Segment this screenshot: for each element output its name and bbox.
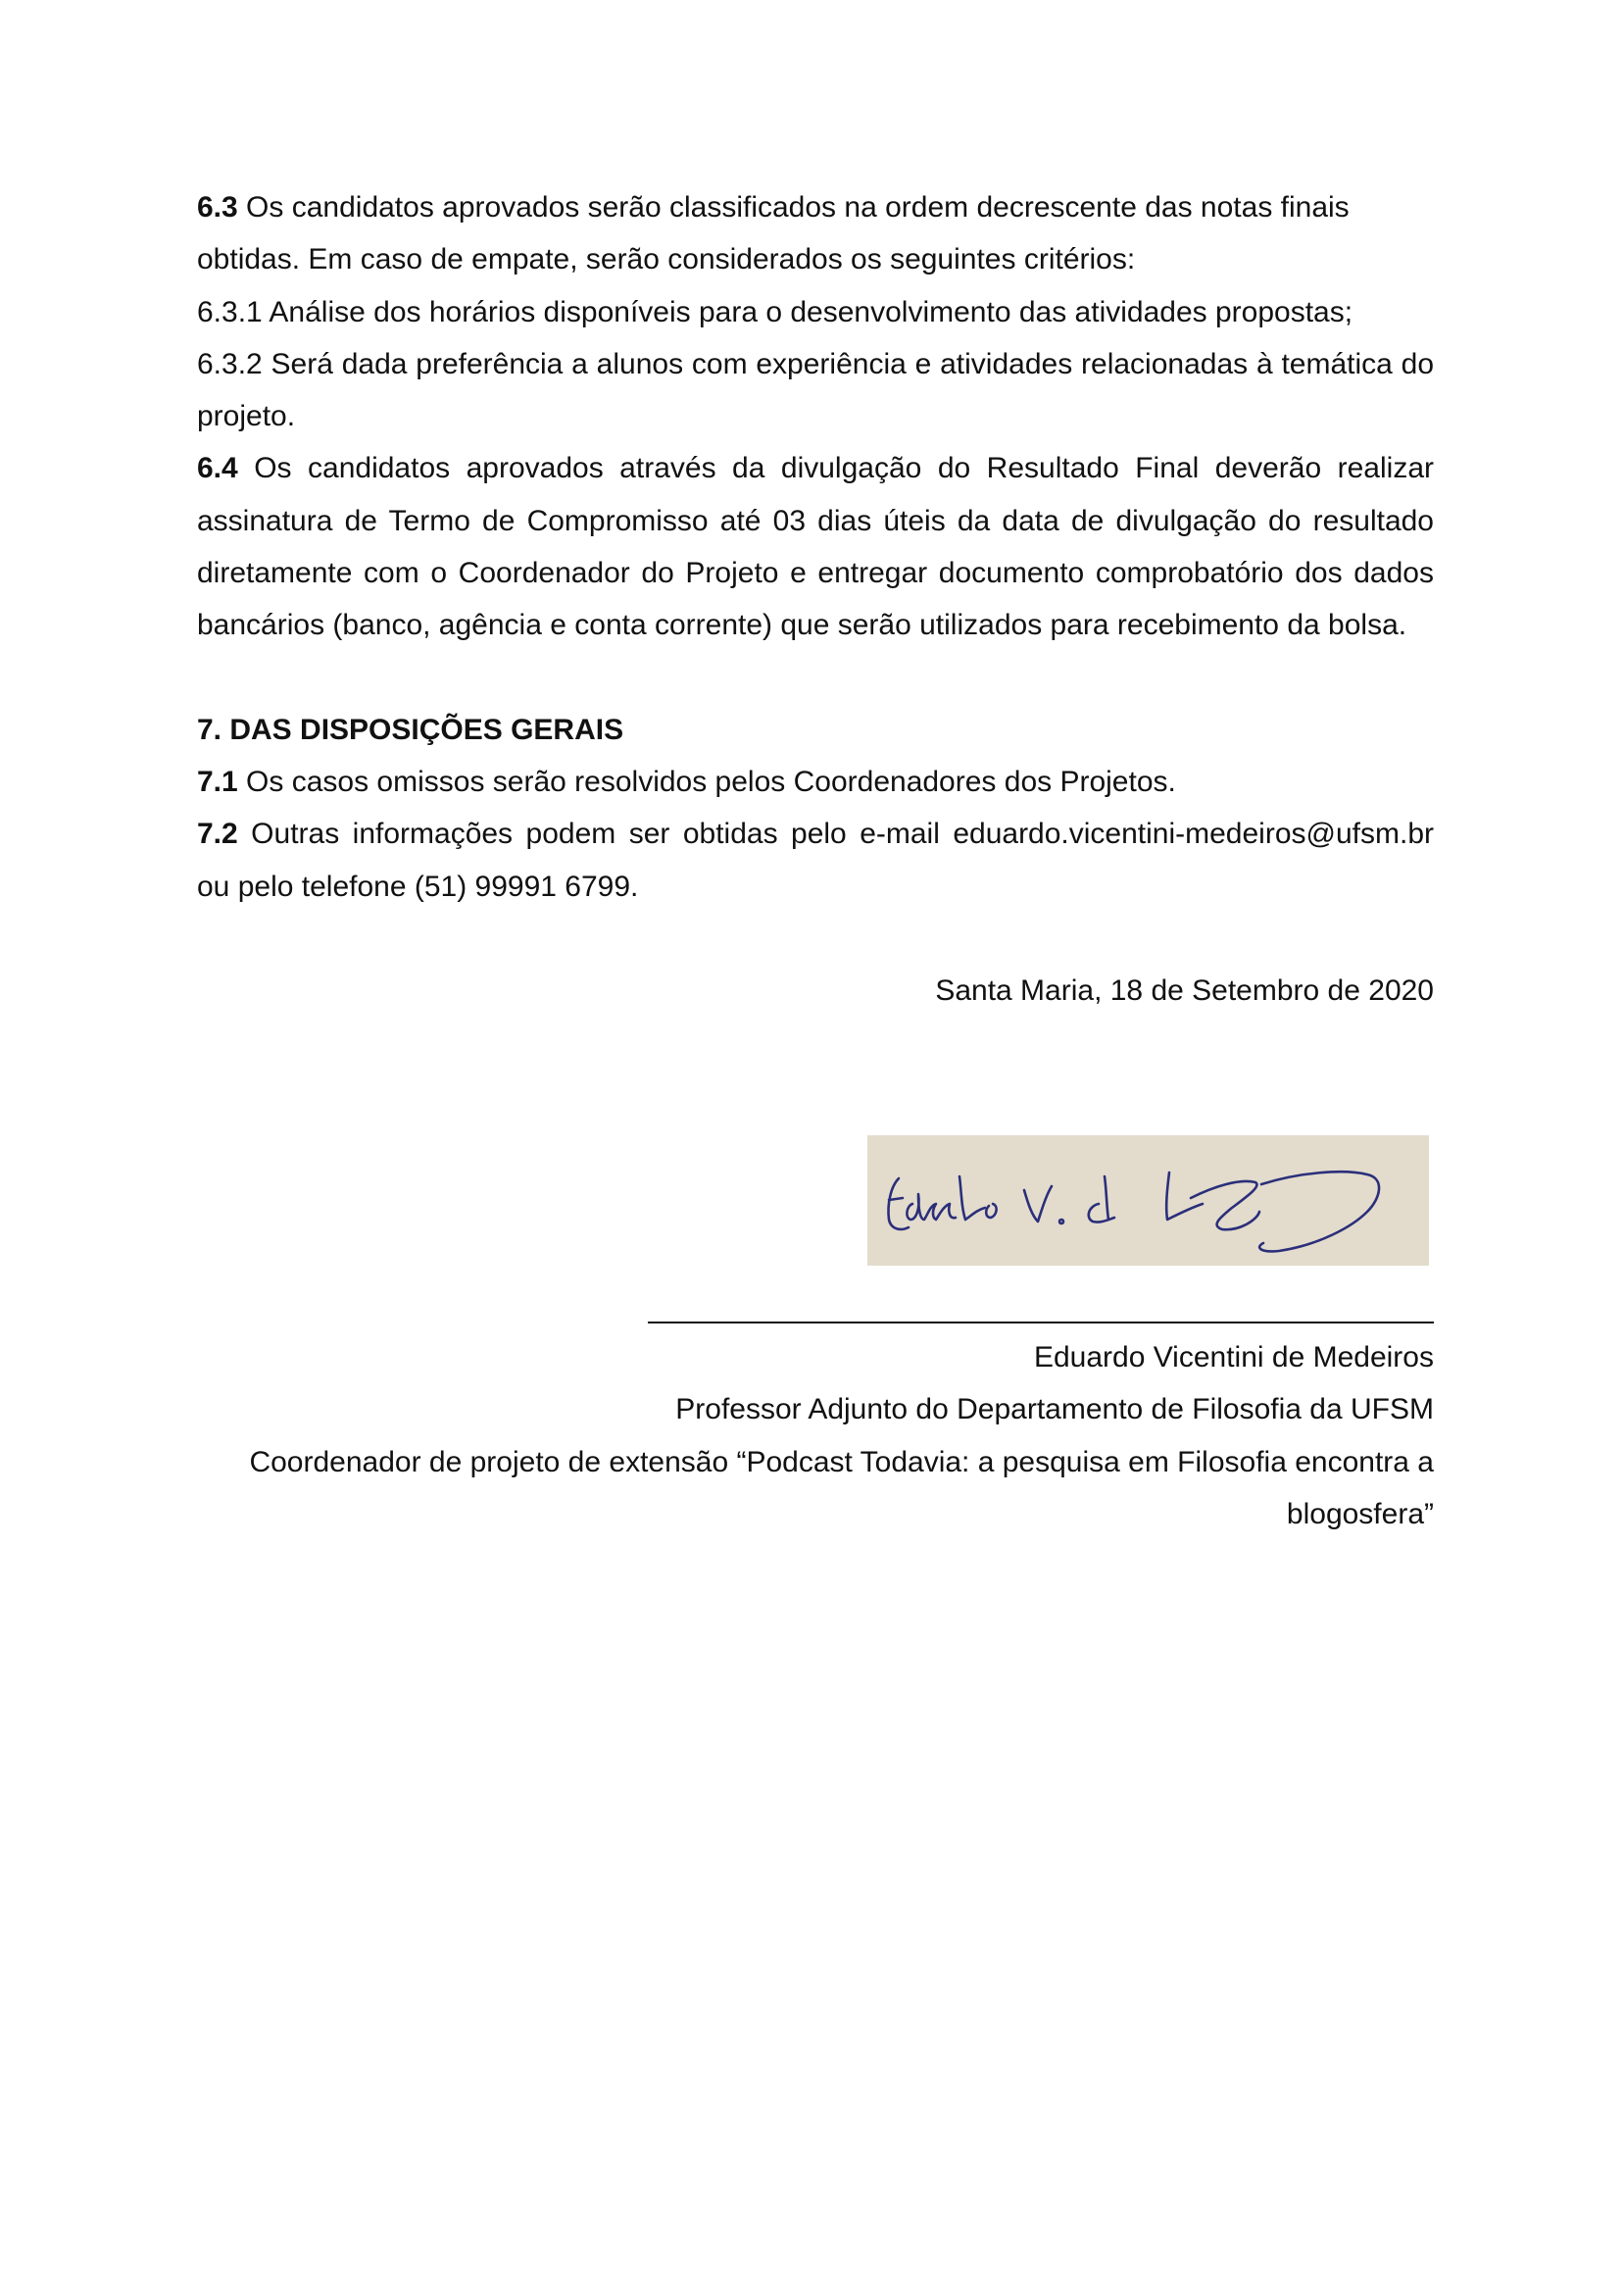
signature-line	[648, 1322, 1434, 1323]
clause-number-7-1: 7.1	[197, 765, 238, 798]
paragraph-6-3-continuation: obtidas. Em caso de empate, serão considerados os seguintes critérios:	[197, 243, 1136, 276]
signatory-name: Eduardo Vicentini de Medeiros	[1033, 1341, 1434, 1373]
clause-text-7-2: Outras informações podem ser obtidas pelo e-mail eduardo.vicentini-medeiros@ufsm.br ou pelo telefone (51) 99991 6799.	[197, 818, 1434, 903]
document-body	[197, 181, 1434, 1017]
section-heading-7: 7. DAS DISPOSIÇÕES GERAIS	[197, 713, 624, 746]
signatory-role-line1: Coordenador de projeto de extensão “Podcast Todavia: a pesquisa em Filosofia encontra a	[249, 1445, 1434, 1478]
signatory-block	[197, 1331, 1434, 1540]
handwritten-signature-image	[867, 1135, 1429, 1266]
signatory-role-line2: blogosfera”	[1286, 1497, 1434, 1530]
paragraph-6-3	[197, 181, 1434, 233]
clause-text-6-3-line1: Os candidatos aprovados serão classificados na ordem decrescente das notas finais	[237, 191, 1350, 224]
place-and-date: Santa Maria, 18 de Setembro de 2020	[935, 973, 1434, 1007]
clause-number-6-4: 6.4	[197, 452, 238, 485]
paragraph-6-4	[197, 442, 1434, 651]
signatory-position: Professor Adjunto do Departamento de Filosofia da UFSM	[675, 1393, 1434, 1426]
paragraph-7-1	[197, 756, 1434, 808]
clause-number-6-3: 6.3	[197, 191, 238, 224]
clause-text-7-1: Os casos omissos serão resolvidos pelos Coordenadores dos Projetos.	[237, 765, 1176, 798]
clause-text-6-4: Os candidatos aprovados através da divulgação do Resultado Final deverão realizar assinatura de Termo de Compromisso até 03 dias úteis da data de divulgação do resultado diretamente com o Coordenador do Projeto e entregar documento comprobatório dos dados bancários (banco, agência e conta corrente) que serão utilizados para recebimento da bolsa.	[197, 452, 1434, 642]
paragraph-6-3-1: 6.3.1 Análise dos horários disponíveis para o desenvolvimento das atividades propostas;	[197, 295, 1353, 328]
clause-number-7-2: 7.2	[197, 818, 238, 851]
paragraph-7-2	[197, 808, 1434, 913]
paragraph-6-3-2: 6.3.2 Será dada preferência a alunos com experiência e atividades relacionadas à temática do projeto.	[197, 347, 1434, 433]
